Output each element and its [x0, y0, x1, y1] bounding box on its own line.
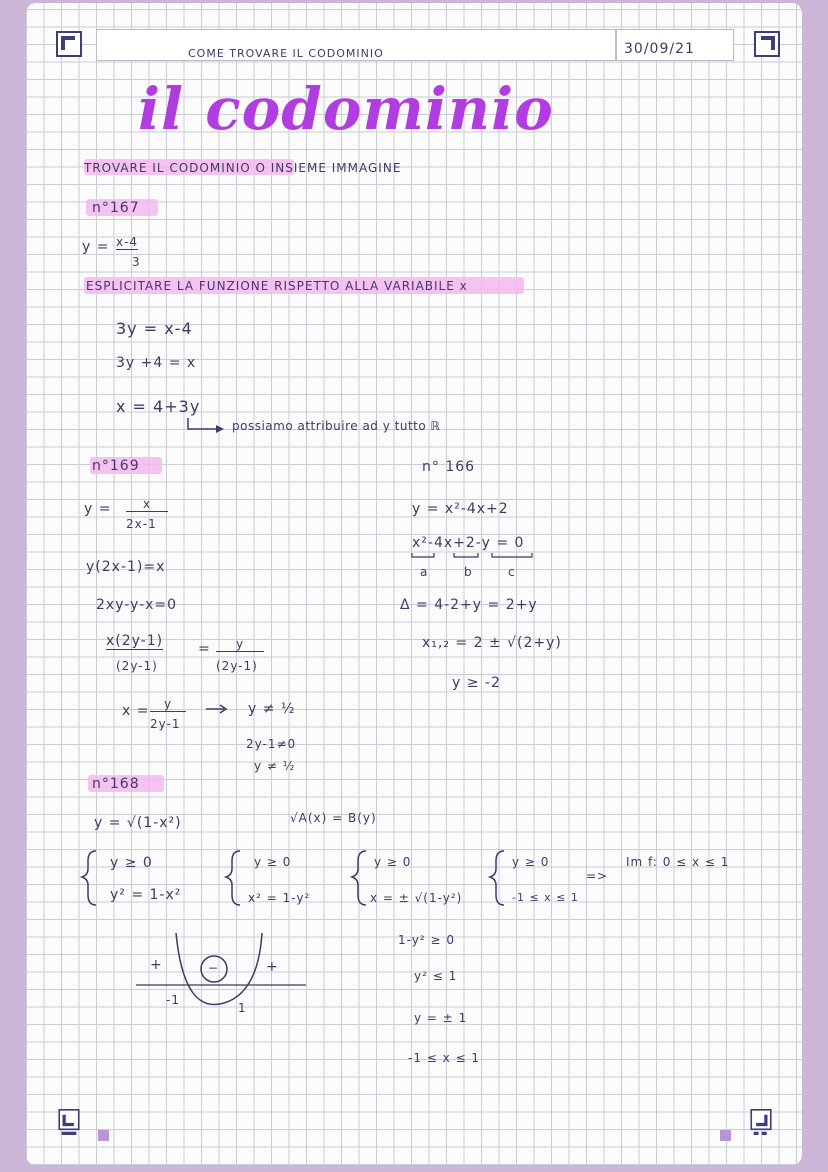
ex169-eq-num: x	[126, 497, 168, 512]
ex167-eq-num: x-4	[116, 235, 139, 249]
graph-plus-right: +	[266, 959, 279, 975]
ex166-roots: x₁,₂ = 2 ± √(2+y)	[422, 635, 562, 651]
ex169-frac1-den: (2y-1)	[116, 659, 158, 673]
ex168-step4: -1 ≤ x ≤ 1	[408, 1051, 481, 1065]
ex168-sys1-b: y² = 1-x²	[110, 887, 182, 903]
ex169-res-num: y	[150, 697, 186, 712]
header-topic: COME TROVARE IL CODOMINIO	[188, 47, 384, 60]
ex168-step3: y = ± 1	[414, 1011, 468, 1025]
ex166-eq2: x²-4x+2-y = 0	[412, 535, 525, 551]
graph-tick-plus1: 1	[238, 1001, 247, 1015]
ex166-eq: y = x²-4x+2	[412, 501, 509, 517]
graph-plus-left: +	[150, 957, 163, 973]
ex168-result: Im f: 0 ≤ x ≤ 1	[626, 855, 730, 869]
ex169-cond: y ≠ ½	[248, 701, 296, 717]
ex169-eq-sign: =	[198, 641, 211, 657]
ex168-sys3-b: x = ± √(1-y²)	[370, 891, 463, 905]
ex167-eq-lhs: y =	[82, 239, 110, 255]
ex166-coef-b: b	[464, 565, 473, 579]
ex167-note: possiamo attribuire ad y tutto ℝ	[232, 419, 441, 433]
ex168-eq: y = √(1-x²)	[94, 815, 182, 831]
ex168-sys1-a: y ≥ 0	[110, 855, 153, 871]
ex169-res-lhs: x =	[122, 703, 150, 719]
ex167-step1: 3y = x-4	[116, 319, 193, 338]
exercise-label-167: n°167	[92, 200, 140, 216]
ex166-delta: Δ = 4-2+y = 2+y	[400, 597, 538, 613]
sign-graph	[26, 3, 802, 1165]
ex168-sys2-a: y ≥ 0	[254, 855, 292, 869]
exercise-label-168: n°168	[92, 776, 140, 792]
graph-tick-minus1: -1	[166, 993, 180, 1007]
exercise-label-169: n°169	[92, 458, 140, 474]
header-date: 30/09/21	[624, 41, 695, 57]
ex169-step2: 2xy-y-x=0	[96, 597, 178, 613]
ex168-step2: y² ≤ 1	[414, 969, 458, 983]
ex168-step1: 1-y² ≥ 0	[398, 933, 455, 947]
ex168-arrow: =>	[586, 869, 609, 883]
graph-minus: −	[208, 961, 220, 975]
ex168-sys4-b: -1 ≤ x ≤ 1	[512, 891, 579, 904]
ex169-frac2-num: y	[216, 637, 264, 652]
ex167-step3: x = 4+3y	[116, 397, 201, 416]
ex168-sys2-b: x² = 1-y²	[248, 891, 311, 905]
ex169-frac2-den: (2y-1)	[216, 659, 258, 673]
ex169-res-den: 2y-1	[150, 717, 181, 731]
ex166-cond: y ≥ -2	[452, 675, 501, 691]
ex169-eq-den: 2x-1	[126, 517, 157, 531]
exercise-label-166: n° 166	[422, 459, 476, 475]
notebook-page	[26, 3, 802, 1165]
page-title: il codominio	[138, 75, 554, 143]
ex167-step2: 3y +4 = x	[116, 355, 197, 371]
ex168-rule: √A(x) = B(y)	[290, 811, 377, 825]
ex169-cond3: y ≠ ½	[254, 759, 296, 773]
ex167-eq-den: 3	[132, 255, 141, 269]
ex168-sys4-a: y ≥ 0	[512, 855, 550, 869]
ex169-step1: y(2x-1)=x	[86, 559, 166, 575]
ex169-cond2: 2y-1≠0	[246, 737, 297, 751]
intro-heading: TROVARE IL CODOMINIO O INSIEME IMMAGINE	[84, 161, 402, 175]
ex166-coef-a: a	[420, 565, 429, 579]
ex167-instruction: ESPLICITARE LA FUNZIONE RISPETTO ALLA VARIABILE x	[86, 279, 468, 293]
ex166-coef-c: c	[508, 565, 516, 579]
ex169-eq-lhs: y =	[84, 501, 112, 517]
ex168-sys3-a: y ≥ 0	[374, 855, 412, 869]
ex169-frac1-num: x(2y-1)	[106, 633, 164, 649]
